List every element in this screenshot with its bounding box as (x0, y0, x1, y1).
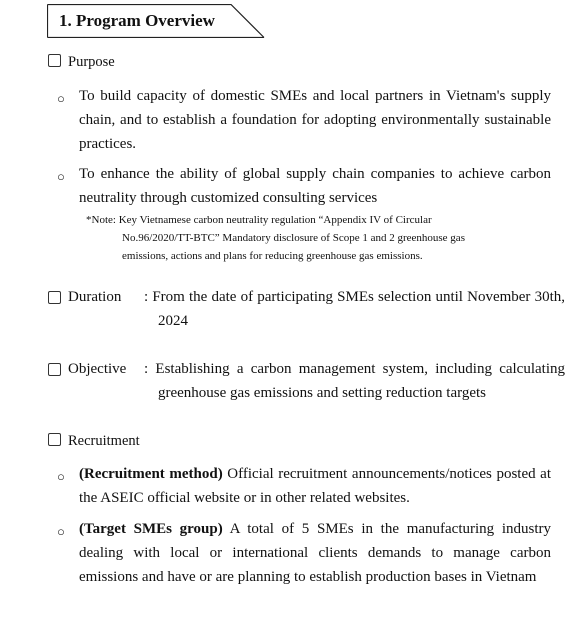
objective-checkbox-icon (48, 363, 61, 376)
recruitment-label: Recruitment (68, 433, 140, 449)
section-title: 1. Program Overview (59, 11, 215, 30)
duration-checkbox-icon (48, 291, 61, 304)
note-line-2: No.96/2020/TT-BTC” Mandatory disclosure of Scope 1 and 2 greenhouse gas (122, 232, 465, 244)
note-line-1: *Note: Key Vietnamese carbon neutrality regulation “Appendix IV of Circular (86, 214, 432, 226)
objective-item (48, 357, 565, 405)
purpose-checkbox-icon (48, 54, 61, 67)
hollow-bullet-icon: ○ (57, 169, 65, 184)
recruitment-checkbox-icon (48, 433, 61, 446)
recruitment-method-text (79, 462, 551, 510)
recruitment-method-title: (Recruitment method) (79, 466, 223, 482)
purpose-note (86, 211, 546, 265)
hollow-bullet-icon: ○ (57, 91, 65, 106)
purpose-item (48, 50, 115, 74)
duration-text: : From the date of participating SMEs selection until November 30th, 2024 (144, 289, 565, 329)
recruitment-bullet-target (57, 517, 551, 589)
objective-text: : Establishing a carbon management system, including calculating greenhouse gas emissions and setting reduction targets (144, 361, 565, 401)
note-line-3: emissions, actions and plans for reducing greenhouse gas emissions. (122, 250, 423, 262)
objective-label: Objective (68, 361, 127, 377)
recruitment-item (48, 429, 140, 453)
recruitment-bullet-method (57, 462, 551, 510)
recruitment-target-body: A total of 5 SMEs in the manufacturing industry dealing with local or international clients demands to manage carbon emissions and have or are planning to establish production bases in Vietnam (79, 521, 552, 585)
recruitment-target-text (79, 517, 551, 589)
section-header (47, 4, 265, 38)
duration-label: Duration (68, 289, 122, 305)
purpose-bullet-2 (57, 162, 551, 210)
duration-item (48, 285, 565, 333)
purpose-bullet-1-text: To build capacity of domestic SMEs and local partners in Vietnam's supply chain, and to establish a foundation for adopting environmentally sustainable practices. (79, 88, 551, 152)
recruitment-method-body: Official recruitment announcements/notices posted at the ASEIC official website or in other related websites. (79, 466, 552, 506)
purpose-bullet-2-text: To enhance the ability of global supply chain companies to achieve carbon neutrality through customized consulting services (79, 166, 551, 206)
hollow-bullet-icon: ○ (57, 469, 65, 484)
purpose-bullet-1 (57, 84, 551, 156)
purpose-label: Purpose (68, 54, 115, 70)
recruitment-target-title: (Target SMEs group) (79, 521, 223, 537)
hollow-bullet-icon: ○ (57, 524, 65, 539)
